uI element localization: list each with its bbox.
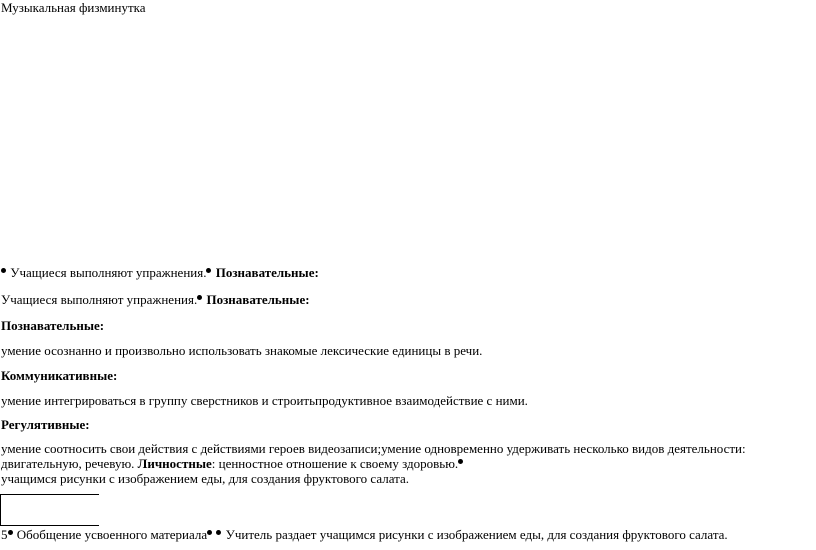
communicative-heading [1, 368, 117, 384]
activity-line-1 [1, 265, 319, 281]
bullet-icon [1, 268, 6, 273]
bottom-line [1, 527, 728, 543]
picture-line: учащимся рисунки с изображением еды, для создания фруктового салата. [1, 471, 409, 486]
bullet-icon [8, 530, 13, 535]
bullet-icon [216, 530, 221, 535]
teacher-text: Учитель раздает учащимся рисунки с изображением еды, для создания фруктового салата. [225, 527, 728, 542]
regulative-heading [1, 417, 90, 433]
regulative-text-1: умение соотносить свои действия с действиями героев видеозаписи;умение одновременно удерживать несколько видов деятельности: [1, 441, 746, 456]
regulative-text-2-pre: двигательную, речевую. [1, 456, 135, 471]
step-name: Обобщение усвоенного материала [16, 527, 208, 542]
communicative-heading-text: Коммуникативные: [1, 368, 118, 383]
regulative-heading-text: Регулятивные: [1, 417, 90, 432]
page-title: Музыкальная физминутка [1, 0, 146, 15]
bullet-icon [206, 268, 211, 273]
activity-text: Учащиеся выполняют упражнения. [10, 265, 207, 280]
cognitive-heading-text: Познавательные: [1, 318, 105, 333]
activity-line-2 [1, 292, 310, 308]
activity-heading: Познавательные: [206, 292, 310, 307]
table-cell-frame [0, 494, 99, 526]
activity-text: Учащиеся выполняют упражнения. [1, 292, 198, 307]
cognitive-heading [1, 318, 104, 334]
activity-heading: Познавательные: [215, 265, 319, 280]
communicative-text: умение интегрироваться в группу сверстников и строитьпродуктивное взаимодействие с ними. [1, 393, 528, 408]
personal-text: : ценностное отношение к своему здоровью. [211, 456, 459, 471]
personal-heading: Личностные [137, 456, 212, 471]
bullet-icon [207, 530, 212, 535]
step-number: 5 [1, 527, 8, 542]
bullet-icon [197, 295, 202, 300]
regulative-text-2 [1, 456, 464, 472]
bullet-icon [458, 459, 463, 464]
cognitive-text: умение осознанно и произвольно использовать знакомые лексические единицы в речи. [1, 343, 483, 358]
